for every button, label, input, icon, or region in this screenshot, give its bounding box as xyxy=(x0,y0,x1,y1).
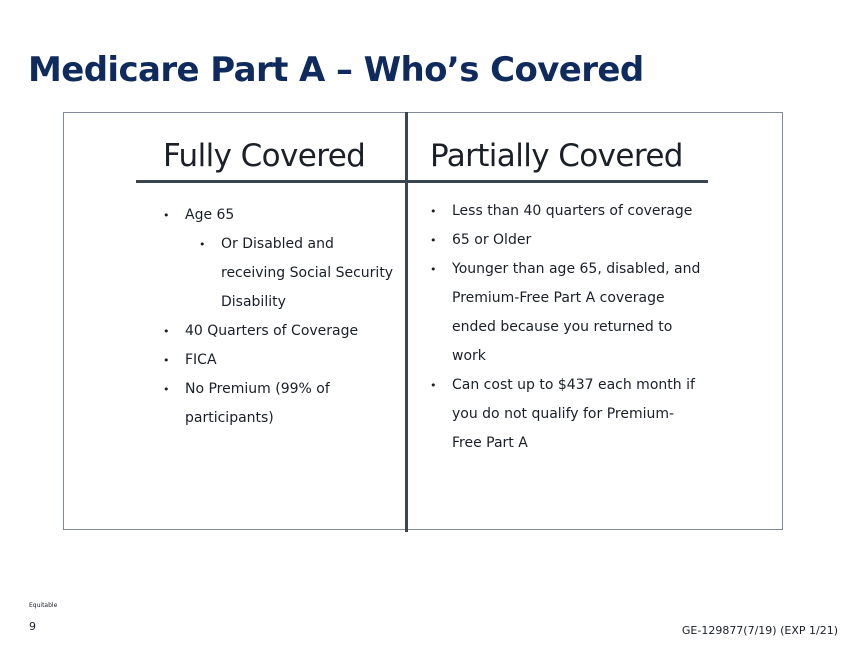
list-item: • Less than 40 quarters of coverage xyxy=(452,197,702,226)
list-item: • Can cost up to $437 each month if you do not qualify for Premium-Free Part A xyxy=(452,371,702,458)
header-rule xyxy=(136,180,708,183)
fully-covered-header: Fully Covered xyxy=(163,138,366,174)
partially-covered-header: Partially Covered xyxy=(430,138,683,174)
fully-covered-list xyxy=(185,201,400,433)
column-divider xyxy=(405,112,408,532)
list-item: • 65 or Older xyxy=(452,226,702,255)
list-item: • No Premium (99% of participants) xyxy=(185,375,400,433)
list-item: • 40 Quarters of Coverage xyxy=(185,317,400,346)
list-sub-item: • Or Disabled and receiving Social Security Disability xyxy=(185,230,400,317)
brand-logo-text: Equitable xyxy=(29,602,58,609)
slide-title: Medicare Part A – Who’s Covered xyxy=(28,50,644,90)
list-item: • Younger than age 65, disabled, and Premium-Free Part A coverage ended because you returned to work xyxy=(452,255,702,371)
page-number: 9 xyxy=(29,620,36,633)
document-code: GE-129877(7/19) (EXP 1/21) xyxy=(681,624,838,637)
partially-covered-list xyxy=(452,197,702,458)
list-item: • Age 65 xyxy=(185,201,400,230)
list-item: • FICA xyxy=(185,346,400,375)
